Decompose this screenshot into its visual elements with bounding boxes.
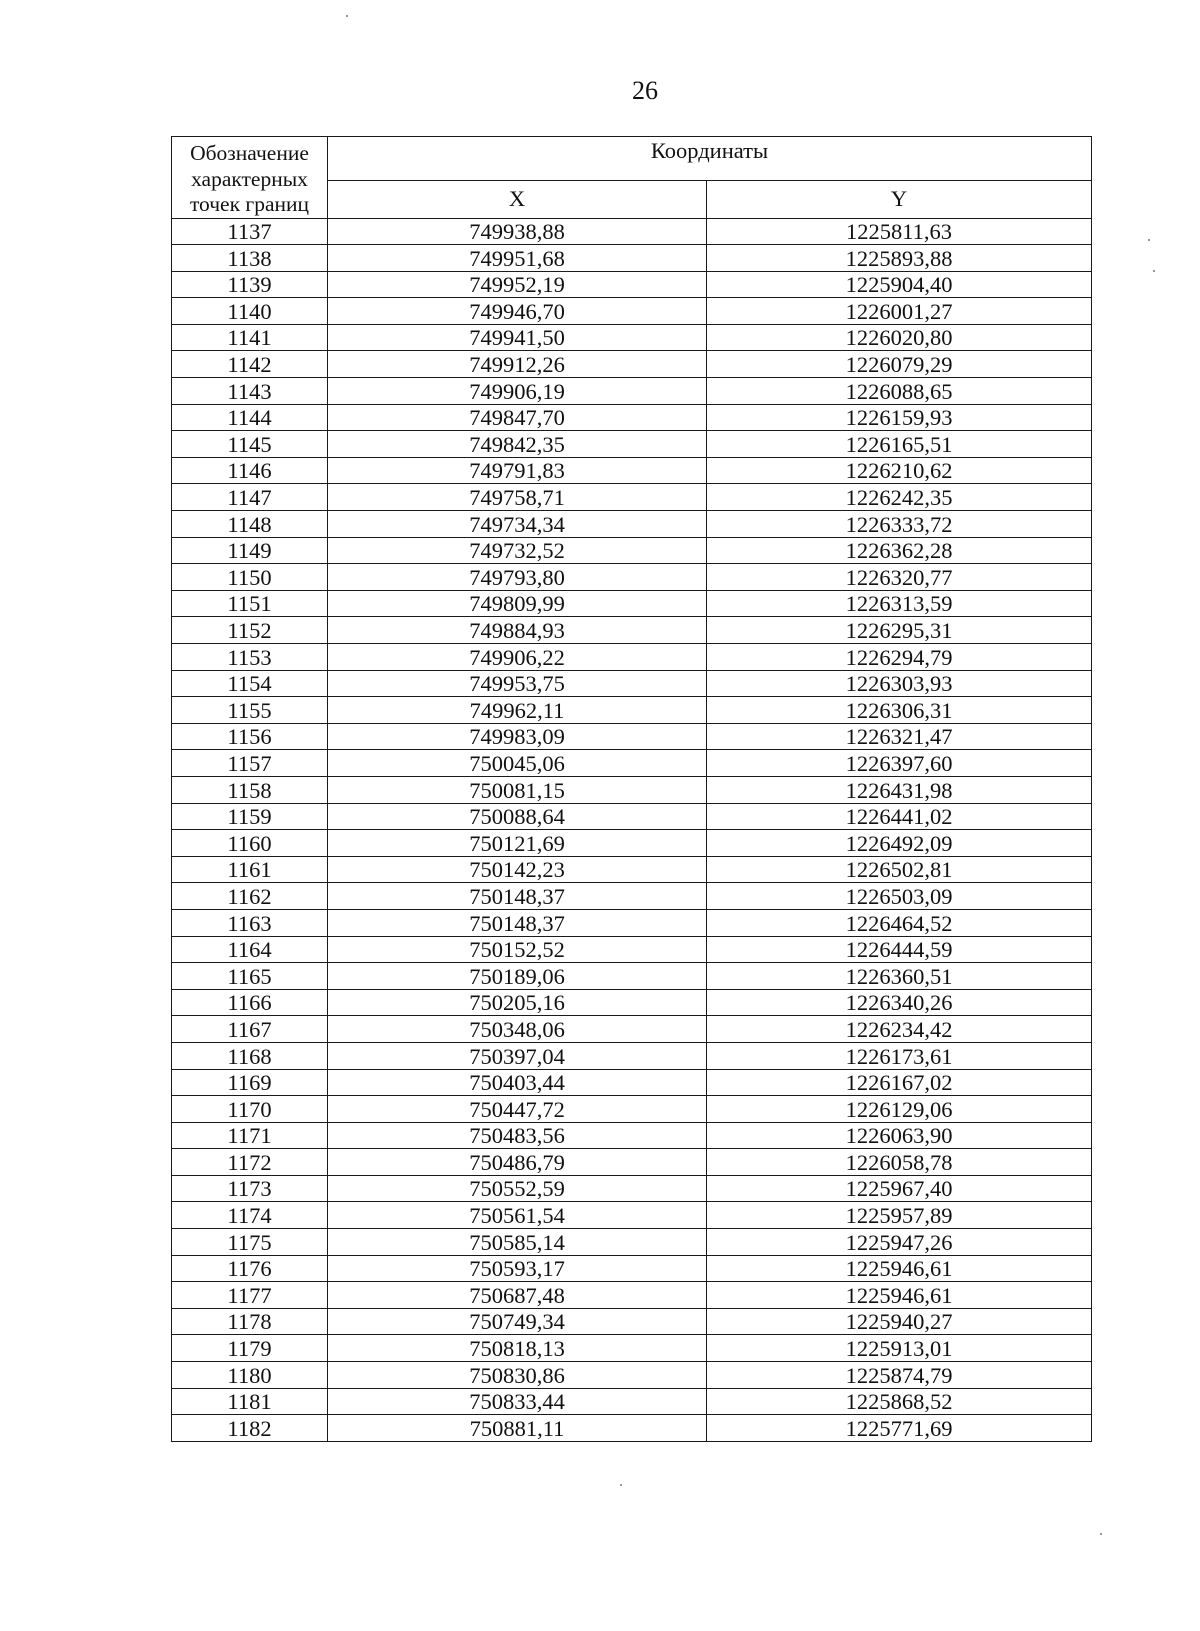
cell-y: 1226444,59 [707, 936, 1092, 963]
cell-y: 1226063,90 [707, 1122, 1092, 1149]
cell-y: 1226362,28 [707, 537, 1092, 564]
table-row [172, 590, 1092, 617]
cell-x: 750142,23 [328, 856, 707, 883]
table-row [172, 617, 1092, 644]
table-row [172, 537, 1092, 564]
table-row [172, 1255, 1092, 1282]
cell-x: 750593,17 [328, 1255, 707, 1282]
cell-x: 749938,88 [328, 218, 707, 245]
page-number: 26 [632, 76, 658, 105]
cell-point-id: 1161 [172, 856, 328, 883]
table-row [172, 1175, 1092, 1202]
cell-x: 750585,14 [328, 1229, 707, 1256]
cell-point-id: 1182 [172, 1415, 328, 1442]
cell-y: 1226173,61 [707, 1042, 1092, 1069]
cell-point-id: 1176 [172, 1255, 328, 1282]
table-row [172, 457, 1092, 484]
coordinates-table [171, 136, 1092, 1442]
cell-y: 1226321,47 [707, 723, 1092, 750]
cell-point-id: 1165 [172, 963, 328, 990]
cell-x: 750687,48 [328, 1282, 707, 1309]
cell-point-id: 1180 [172, 1362, 328, 1389]
cell-y: 1226502,81 [707, 856, 1092, 883]
cell-point-id: 1147 [172, 484, 328, 511]
header-coordinates: Координаты [328, 137, 1092, 181]
cell-point-id: 1175 [172, 1229, 328, 1256]
cell-y: 1225893,88 [707, 245, 1092, 272]
cell-y: 1226088,65 [707, 378, 1092, 405]
cell-y: 1226320,77 [707, 564, 1092, 591]
cell-y: 1226167,02 [707, 1069, 1092, 1096]
cell-y: 1225904,40 [707, 271, 1092, 298]
cell-point-id: 1166 [172, 989, 328, 1016]
table-row [172, 1308, 1092, 1335]
cell-y: 1225868,52 [707, 1388, 1092, 1415]
cell-x: 749809,99 [328, 590, 707, 617]
cell-point-id: 1164 [172, 936, 328, 963]
table-row [172, 776, 1092, 803]
cell-point-id: 1139 [172, 271, 328, 298]
cell-y: 1226313,59 [707, 590, 1092, 617]
cell-x: 750403,44 [328, 1069, 707, 1096]
cell-y: 1226503,09 [707, 883, 1092, 910]
cell-point-id: 1177 [172, 1282, 328, 1309]
scan-speck [620, 1484, 622, 1486]
cell-y: 1226294,79 [707, 644, 1092, 671]
cell-y: 1226441,02 [707, 803, 1092, 830]
cell-point-id: 1181 [172, 1388, 328, 1415]
cell-y: 1226210,62 [707, 457, 1092, 484]
cell-x: 750148,37 [328, 883, 707, 910]
table-row [172, 511, 1092, 538]
cell-x: 749734,34 [328, 511, 707, 538]
cell-x: 749842,35 [328, 431, 707, 458]
cell-point-id: 1145 [172, 431, 328, 458]
table-row [172, 1096, 1092, 1123]
cell-y: 1226464,52 [707, 909, 1092, 936]
table-row [172, 644, 1092, 671]
cell-point-id: 1178 [172, 1308, 328, 1335]
cell-y: 1225947,26 [707, 1229, 1092, 1256]
cell-y: 1226397,60 [707, 750, 1092, 777]
table-row [172, 1042, 1092, 1069]
cell-y: 1226058,78 [707, 1149, 1092, 1176]
table-row [172, 351, 1092, 378]
cell-point-id: 1141 [172, 324, 328, 351]
cell-point-id: 1174 [172, 1202, 328, 1229]
cell-point-id: 1146 [172, 457, 328, 484]
table-row [172, 830, 1092, 857]
cell-x: 749793,80 [328, 564, 707, 591]
cell-point-id: 1144 [172, 404, 328, 431]
table-row [172, 697, 1092, 724]
cell-x: 750189,06 [328, 963, 707, 990]
cell-y: 1226001,27 [707, 298, 1092, 325]
header-point-label: Обозначение характерных точек границ [172, 137, 328, 219]
table-row [172, 1069, 1092, 1096]
cell-x: 749884,93 [328, 617, 707, 644]
table-row [172, 1335, 1092, 1362]
cell-point-id: 1163 [172, 909, 328, 936]
cell-x: 749951,68 [328, 245, 707, 272]
cell-x: 750121,69 [328, 830, 707, 857]
cell-point-id: 1150 [172, 564, 328, 591]
header-x: X [328, 180, 707, 218]
cell-x: 750486,79 [328, 1149, 707, 1176]
scan-speck [346, 15, 348, 17]
scan-speck [1100, 1533, 1102, 1535]
table-row [172, 1149, 1092, 1176]
table-row [172, 909, 1092, 936]
cell-point-id: 1137 [172, 218, 328, 245]
cell-x: 749906,19 [328, 378, 707, 405]
cell-y: 1226303,93 [707, 670, 1092, 697]
cell-point-id: 1159 [172, 803, 328, 830]
table-row [172, 431, 1092, 458]
table-row [172, 989, 1092, 1016]
cell-y: 1225957,89 [707, 1202, 1092, 1229]
cell-x: 750833,44 [328, 1388, 707, 1415]
cell-x: 749906,22 [328, 644, 707, 671]
cell-y: 1226234,42 [707, 1016, 1092, 1043]
cell-y: 1226333,72 [707, 511, 1092, 538]
cell-y: 1225946,61 [707, 1282, 1092, 1309]
table-row [172, 1202, 1092, 1229]
table-row [172, 1362, 1092, 1389]
table-row [172, 378, 1092, 405]
cell-point-id: 1171 [172, 1122, 328, 1149]
table-row [172, 750, 1092, 777]
cell-point-id: 1148 [172, 511, 328, 538]
cell-point-id: 1167 [172, 1016, 328, 1043]
cell-point-id: 1153 [172, 644, 328, 671]
cell-x: 750148,37 [328, 909, 707, 936]
cell-y: 1225913,01 [707, 1335, 1092, 1362]
cell-y: 1226340,26 [707, 989, 1092, 1016]
cell-x: 750561,54 [328, 1202, 707, 1229]
cell-y: 1226165,51 [707, 431, 1092, 458]
cell-x: 749952,19 [328, 271, 707, 298]
table-row [172, 298, 1092, 325]
cell-y: 1226431,98 [707, 776, 1092, 803]
cell-y: 1225771,69 [707, 1415, 1092, 1442]
cell-x: 750205,16 [328, 989, 707, 1016]
cell-x: 750881,11 [328, 1415, 707, 1442]
cell-x: 750348,06 [328, 1016, 707, 1043]
cell-x: 750397,04 [328, 1042, 707, 1069]
cell-y: 1226159,93 [707, 404, 1092, 431]
header-y: Y [707, 180, 1092, 218]
cell-y: 1226079,29 [707, 351, 1092, 378]
table-row [172, 803, 1092, 830]
cell-x: 750749,34 [328, 1308, 707, 1335]
cell-point-id: 1168 [172, 1042, 328, 1069]
table-row [172, 1415, 1092, 1442]
cell-x: 750818,13 [328, 1335, 707, 1362]
cell-x: 750483,56 [328, 1122, 707, 1149]
cell-point-id: 1152 [172, 617, 328, 644]
cell-x: 749758,71 [328, 484, 707, 511]
cell-point-id: 1169 [172, 1069, 328, 1096]
scan-speck [1148, 239, 1150, 241]
table-row [172, 324, 1092, 351]
cell-y: 1225967,40 [707, 1175, 1092, 1202]
cell-y: 1225940,27 [707, 1308, 1092, 1335]
cell-point-id: 1179 [172, 1335, 328, 1362]
cell-point-id: 1143 [172, 378, 328, 405]
cell-y: 1225874,79 [707, 1362, 1092, 1389]
cell-y: 1225946,61 [707, 1255, 1092, 1282]
table-row [172, 1388, 1092, 1415]
cell-point-id: 1162 [172, 883, 328, 910]
table-row [172, 670, 1092, 697]
cell-point-id: 1172 [172, 1149, 328, 1176]
cell-y: 1226020,80 [707, 324, 1092, 351]
cell-y: 1226360,51 [707, 963, 1092, 990]
table-body [172, 218, 1092, 1441]
cell-point-id: 1149 [172, 537, 328, 564]
cell-x: 750088,64 [328, 803, 707, 830]
cell-x: 749962,11 [328, 697, 707, 724]
cell-x: 749912,26 [328, 351, 707, 378]
cell-x: 749953,75 [328, 670, 707, 697]
cell-point-id: 1160 [172, 830, 328, 857]
cell-x: 749732,52 [328, 537, 707, 564]
cell-point-id: 1142 [172, 351, 328, 378]
cell-x: 749791,83 [328, 457, 707, 484]
cell-point-id: 1173 [172, 1175, 328, 1202]
cell-x: 750152,52 [328, 936, 707, 963]
cell-point-id: 1170 [172, 1096, 328, 1123]
cell-point-id: 1158 [172, 776, 328, 803]
cell-point-id: 1151 [172, 590, 328, 617]
table-row [172, 723, 1092, 750]
table-row [172, 1229, 1092, 1256]
table-row [172, 883, 1092, 910]
cell-x: 749946,70 [328, 298, 707, 325]
cell-point-id: 1155 [172, 697, 328, 724]
cell-point-id: 1157 [172, 750, 328, 777]
cell-x: 750081,15 [328, 776, 707, 803]
table-row [172, 963, 1092, 990]
cell-x: 750830,86 [328, 1362, 707, 1389]
cell-y: 1226492,09 [707, 830, 1092, 857]
scan-speck [1153, 270, 1155, 272]
cell-point-id: 1138 [172, 245, 328, 272]
cell-x: 750552,59 [328, 1175, 707, 1202]
table-row [172, 245, 1092, 272]
cell-y: 1226295,31 [707, 617, 1092, 644]
cell-x: 750447,72 [328, 1096, 707, 1123]
table-row [172, 484, 1092, 511]
table-row [172, 218, 1092, 245]
table-row [172, 1282, 1092, 1309]
cell-x: 749941,50 [328, 324, 707, 351]
table-row [172, 564, 1092, 591]
table-row [172, 404, 1092, 431]
cell-y: 1226306,31 [707, 697, 1092, 724]
cell-y: 1225811,63 [707, 218, 1092, 245]
table-row [172, 856, 1092, 883]
cell-point-id: 1156 [172, 723, 328, 750]
cell-y: 1226242,35 [707, 484, 1092, 511]
cell-y: 1226129,06 [707, 1096, 1092, 1123]
table-row [172, 936, 1092, 963]
table-row [172, 1122, 1092, 1149]
cell-x: 749847,70 [328, 404, 707, 431]
cell-point-id: 1140 [172, 298, 328, 325]
table-header [172, 137, 1092, 219]
table-row [172, 271, 1092, 298]
cell-point-id: 1154 [172, 670, 328, 697]
cell-x: 750045,06 [328, 750, 707, 777]
cell-x: 749983,09 [328, 723, 707, 750]
table-row [172, 1016, 1092, 1043]
